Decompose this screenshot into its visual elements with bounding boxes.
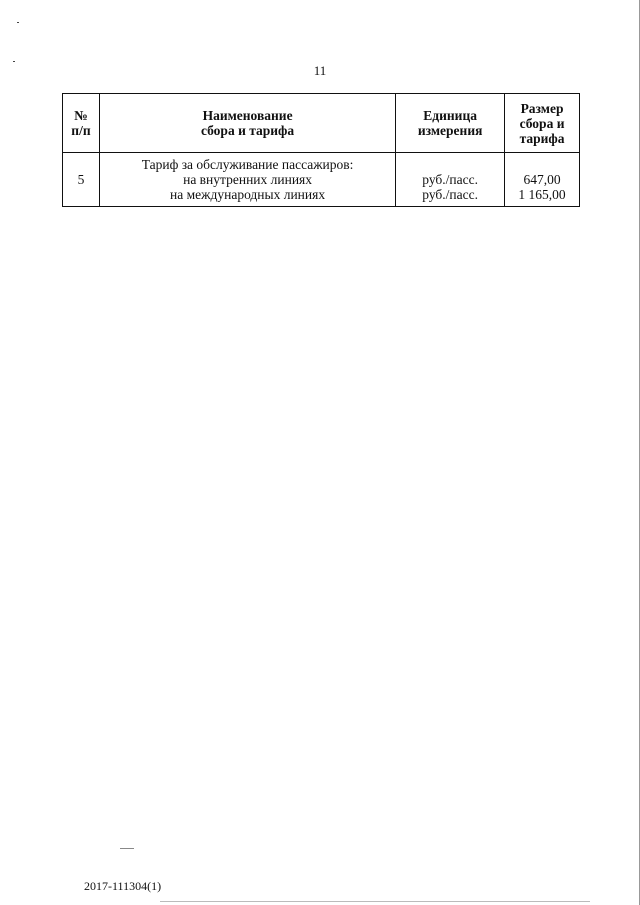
- row-size-line2: 647,00: [523, 172, 561, 187]
- header-unit-line2: измерения: [417, 123, 483, 138]
- header-unit-line1: Единица: [423, 108, 477, 123]
- row-name: [99, 153, 395, 207]
- row-unit-line3: руб./пасс.: [422, 187, 478, 202]
- scan-speck: [17, 22, 19, 23]
- page-number: 11: [313, 63, 327, 78]
- table-header-row: [63, 94, 580, 153]
- scan-speck: [13, 61, 15, 62]
- tariff-table: [62, 93, 580, 207]
- header-unit: [396, 94, 505, 153]
- row-name-line1: Тариф за обслуживание пассажиров:: [141, 157, 354, 172]
- row-name-line3: на международных линиях: [170, 187, 326, 202]
- row-size: [505, 153, 580, 207]
- header-size-line2: сбора и: [519, 115, 565, 131]
- header-number-line1: №: [74, 108, 88, 123]
- header-size-line1: Размер: [520, 100, 564, 116]
- header-name-line1: Наименование: [202, 108, 293, 123]
- document-code: 2017-111304(1): [84, 879, 162, 893]
- header-number-line2: п/п: [71, 123, 91, 138]
- row-size-line3: 1 165,00: [518, 187, 566, 202]
- header-name: [99, 94, 395, 153]
- header-size-line3: тарифа: [519, 130, 565, 146]
- header-size: [505, 94, 580, 153]
- scan-speck: [120, 848, 134, 849]
- row-unit-line1: [398, 157, 502, 172]
- row-size-line1: [507, 157, 577, 172]
- table-row: [63, 153, 580, 207]
- header-name-line2: сбора и тарифа: [200, 123, 295, 138]
- row-unit: [396, 153, 505, 207]
- row-unit-line2: руб./пасс.: [422, 172, 478, 187]
- scan-edge-line: [160, 901, 590, 902]
- row-name-line2: на внутренних линиях: [183, 172, 313, 187]
- header-number: [63, 94, 100, 153]
- row-number: 5: [63, 153, 100, 207]
